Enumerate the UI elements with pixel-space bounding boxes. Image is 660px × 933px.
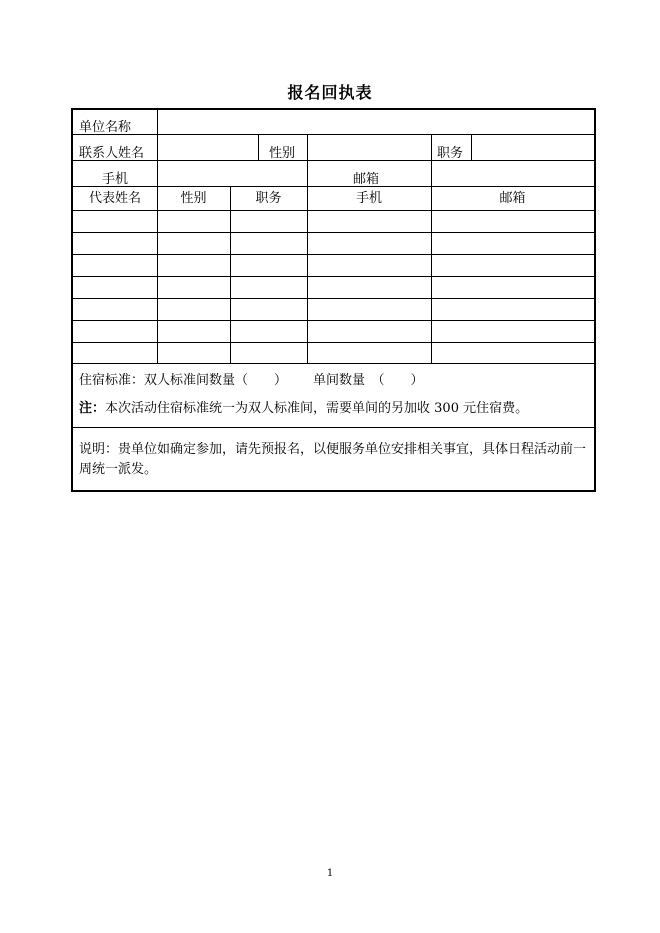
rep-mobile-header: 手机: [355, 191, 382, 206]
row-divider: [73, 363, 594, 364]
explanation-text: 说明：贵单位如确定参加，请先预报名，以便服务单位安排相关事宜，具体日程活动前一周统一派发。: [79, 442, 587, 477]
row-divider: [73, 232, 594, 233]
row-divider: [73, 186, 594, 187]
rep-gender-header: 性别: [180, 191, 207, 206]
single-room-count[interactable]: 单间数量 （ ）: [313, 373, 424, 388]
column-divider: [431, 186, 432, 363]
mobile-label: 手机: [102, 172, 129, 187]
row-divider: [73, 254, 594, 255]
rep-name-header: 代表姓名: [88, 191, 141, 206]
row-divider: [73, 298, 594, 299]
unit-name-field[interactable]: [159, 112, 592, 132]
row-divider: [73, 134, 594, 135]
contact-position-field[interactable]: [473, 138, 592, 158]
registration-form: [71, 108, 596, 492]
page-number: 1: [326, 868, 334, 879]
row-divider: [73, 276, 594, 277]
column-divider: [307, 134, 308, 160]
column-divider: [258, 134, 259, 160]
row-divider: [73, 320, 594, 321]
column-divider: [230, 186, 231, 363]
column-divider: [431, 160, 432, 186]
mobile-field[interactable]: [159, 164, 305, 184]
row-divider: [73, 427, 594, 428]
column-divider: [307, 186, 308, 363]
double-room-count[interactable]: 双人标准间数量（ ）: [144, 373, 288, 388]
column-divider: [431, 134, 432, 160]
contact-position-label: 职务: [437, 146, 464, 161]
email-label: 邮箱: [353, 172, 380, 187]
accommodation-note: [79, 397, 528, 416]
contact-name-field[interactable]: [159, 138, 256, 158]
row-divider: [73, 342, 594, 343]
page-title: 报名回执表: [287, 83, 373, 102]
note-text: 本次活动住宿标准统一为双人标准间，需要单间的另加收 300 元住宿费。: [105, 401, 529, 416]
unit-name-label: 单位名称: [79, 120, 132, 135]
contact-gender-label: 性别: [269, 146, 296, 161]
column-divider: [471, 134, 472, 160]
note-prefix: 注：: [79, 401, 106, 416]
column-divider: [307, 160, 308, 186]
contact-name-label: 联系人姓名: [79, 146, 145, 161]
column-divider: [157, 110, 158, 363]
lodging-label: 住宿标准：: [79, 373, 145, 388]
rep-email-header: 邮箱: [499, 191, 526, 206]
row-divider: [73, 210, 594, 211]
rep-position-header: 职务: [255, 191, 282, 206]
lodging-line: [79, 369, 424, 388]
contact-gender-field[interactable]: [309, 138, 429, 158]
email-field[interactable]: [433, 164, 592, 184]
row-divider: [73, 160, 594, 161]
